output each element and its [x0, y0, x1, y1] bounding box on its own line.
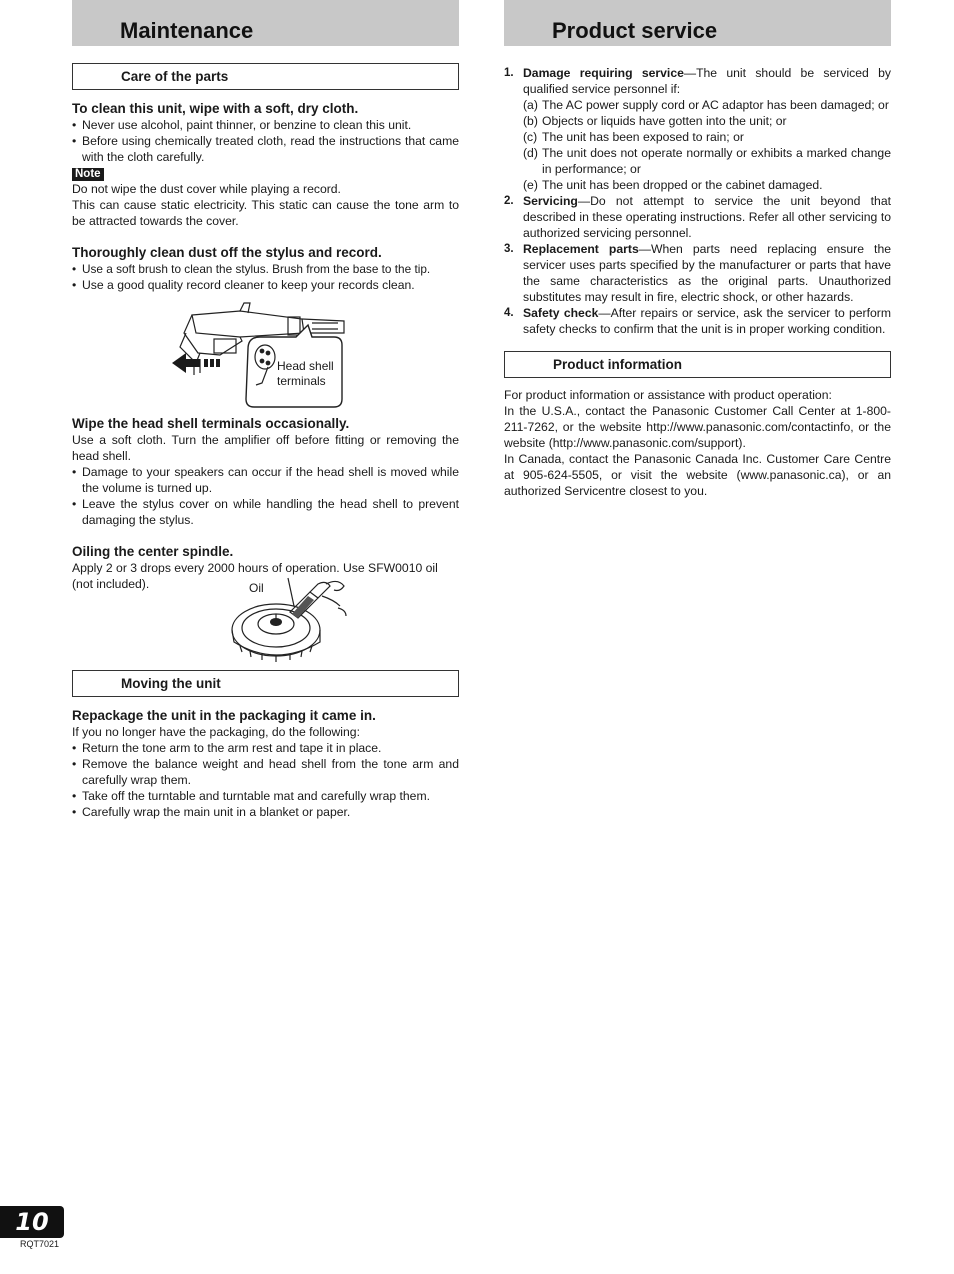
condition-text: The unit has been dropped or the cabinet damaged. — [542, 178, 823, 192]
oil-label: Oil — [249, 581, 264, 595]
list-item: • Use a soft brush to clean the stylus. Brush from the base to the tip. — [72, 261, 459, 277]
product-information-subhead: Product information — [504, 351, 891, 378]
item-term: Replacement parts — [523, 242, 639, 256]
headshell-drawing — [72, 293, 459, 411]
clean-heading: To clean this unit, wipe with a soft, dry cloth. — [72, 101, 359, 116]
item-text: —When parts need replacing ensure the servicer uses parts specified by the manufacturer or parts that have the same characteristics as the original parts. Unauthorized substitutes may result in fire, electric shock, or other hazards. — [523, 242, 892, 304]
condition-item — [523, 177, 891, 193]
care-of-parts-subhead: Care of the parts — [72, 63, 459, 90]
item-term: Safety check — [523, 306, 599, 320]
stylus-heading: Thoroughly clean dust off the stylus and record. — [72, 245, 382, 260]
maintenance-title: Maintenance — [72, 0, 459, 46]
condition-label: (a) — [523, 98, 538, 112]
document-code: RQT7021 — [20, 1239, 60, 1249]
product-service-column — [504, 0, 891, 499]
item-number: 4. — [504, 307, 514, 319]
headshell-callout-label — [277, 359, 334, 389]
condition-item — [523, 145, 891, 177]
service-item-damage — [504, 65, 891, 193]
note-text: This can cause static electricity. This static can cause the tone arm to be attracted towards the cover. — [72, 198, 459, 228]
condition-text: The AC power supply cord or AC adaptor has been damaged; or — [542, 98, 889, 112]
condition-label: (c) — [523, 130, 538, 144]
service-list — [504, 65, 891, 337]
condition-text: The unit has been exposed to rain; or — [542, 130, 744, 144]
condition-text: The unit does not operate normally or exhibits a marked change in performance; or — [542, 146, 891, 176]
item-text: —The unit should be serviced by qualified service personnel if: — [523, 66, 891, 96]
item-number: 3. — [504, 243, 514, 255]
oil-text-line: (not included). — [72, 577, 150, 591]
list-item: • Damage to your speakers can occur if the head shell is moved while the volume is turned up. — [72, 464, 459, 496]
condition-label: (d) — [523, 146, 538, 160]
note-text: Do not wipe the dust cover while playing a record. — [72, 182, 341, 196]
headshell-illustration — [72, 293, 459, 411]
callout-line: Head shell — [277, 359, 334, 373]
list-item: • Carefully wrap the main unit in a blanket or paper. — [72, 804, 459, 820]
oil-text-line: Apply 2 or 3 drops every 2000 hours of operation. Use SFW0010 oil — [72, 561, 438, 575]
info-line: In the U.S.A., contact the Panasonic Customer Call Center at 1-800-211-7262, or the website http://www.panasonic.com/contactinfo, or the website (http://www.panasonic.com/support). — [504, 404, 891, 450]
service-item-safety-check — [504, 305, 891, 337]
item-text: —After repairs or service, ask the servicer to perform safety checks to confirm that the unit is in proper working condition. — [523, 306, 891, 336]
condition-label: (e) — [523, 178, 538, 192]
condition-label: (b) — [523, 114, 538, 128]
condition-text: Objects or liquids have gotten into the unit; or — [542, 114, 787, 128]
item-text: —Do not attempt to service the unit beyond that described in these operating instructions. Refer all other servicing to authorized servicing personnel. — [523, 194, 891, 240]
list-item: • Never use alcohol, paint thinner, or benzine to clean this unit. — [72, 117, 459, 133]
list-item: • Use a good quality record cleaner to keep your records clean. — [72, 277, 459, 293]
page-number: 10 — [0, 1206, 64, 1238]
repackage-heading: Repackage the unit in the packaging it came in. — [72, 708, 376, 723]
item-term: Servicing — [523, 194, 578, 208]
repackage-intro: If you no longer have the packaging, do the following: — [72, 725, 360, 739]
oiling-illustration — [72, 576, 459, 662]
terminals-heading: Wipe the head shell terminals occasionally. — [72, 416, 350, 431]
note-badge: Note — [72, 168, 104, 181]
service-item-replacement-parts — [504, 241, 891, 305]
product-information-body — [504, 387, 891, 499]
condition-item — [523, 113, 891, 129]
callout-line: terminals — [277, 374, 326, 388]
moving-unit-subhead: Moving the unit — [72, 670, 459, 697]
list-item: • Return the tone arm to the arm rest and tape it in place. — [72, 740, 459, 756]
item-number: 1. — [504, 67, 514, 79]
item-term: Damage requiring service — [523, 66, 684, 80]
product-service-title: Product service — [504, 0, 891, 46]
info-line: For product information or assistance with product operation: — [504, 388, 832, 402]
spindle-drawing — [222, 576, 362, 662]
list-item: • Leave the stylus cover on while handling the head shell to prevent damaging the stylus. — [72, 496, 459, 528]
info-line: In Canada, contact the Panasonic Canada Inc. Customer Care Centre at 905-624-5505, or visit the website (www.panasonic.ca), or an authorized Servicentre closest to you. — [504, 452, 891, 498]
list-item: • Take off the turntable and turntable mat and carefully wrap them. — [72, 788, 459, 804]
condition-item — [523, 129, 891, 145]
list-item: • Before using chemically treated cloth, read the instructions that came with the cloth carefully. — [72, 133, 459, 165]
service-item-servicing — [504, 193, 891, 241]
item-number: 2. — [504, 195, 514, 207]
list-item: • Remove the balance weight and head shell from the tone arm and carefully wrap them. — [72, 756, 459, 788]
terminals-text: Use a soft cloth. Turn the amplifier off before fitting or removing the head shell. — [72, 433, 459, 463]
maintenance-column — [72, 0, 459, 820]
oil-heading: Oiling the center spindle. — [72, 544, 234, 559]
condition-item — [523, 97, 891, 113]
